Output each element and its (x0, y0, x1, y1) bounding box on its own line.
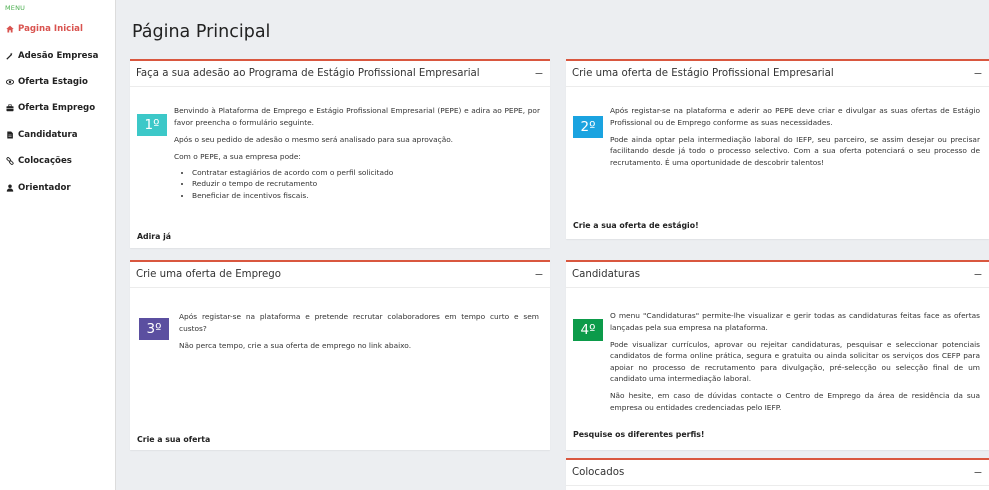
collapse-icon[interactable]: − (973, 268, 983, 281)
briefcase-icon (5, 104, 15, 112)
paragraph: Benvindo à Plataforma de Emprego e Estágio Profissional Empresarial (PEPE) e adira ao PEPE, por favor preencha o formulário seguinte. (174, 106, 540, 127)
home-icon (5, 25, 15, 33)
step-badge: 3º (139, 318, 169, 340)
panel-emprego (130, 260, 550, 450)
paragraph: Pode ainda optar pela intermediação laboral do IEFP, seu parceiro, se assim desejar ou precisar facilitando desde já todo o processo selectivo. Com a sua oferta potenciará o seu processo de recrutamento. É uma oportunidade de descobrir talentos! (610, 134, 980, 167)
panel-title: Candidaturas (572, 269, 641, 280)
paragraph: Após registar-se na plataforma e aderir ao PEPE deve criar e divulgar as suas ofertas de Estágio Profissional ou de Emprego conforme as suas necessidades. (610, 106, 980, 127)
sidebar-item-label: Pagina Inicial (18, 24, 83, 35)
crie-oferta-link[interactable]: Crie a sua oferta (137, 435, 211, 444)
panel-header (130, 61, 550, 87)
step-badge: 2º (573, 116, 603, 138)
pesquise-perfis-link[interactable]: Pesquise os diferentes perfis! (573, 430, 705, 439)
panel-header (566, 262, 989, 288)
paragraph: Não hesite, em caso de dúvidas contacte o Centro de Emprego da área de residência da sua empresa ou entidades credenciadas pelo IEFP. (610, 391, 980, 412)
sidebar-item-pagina-inicial[interactable] (0, 16, 115, 42)
panel-adesao (130, 59, 550, 248)
panel-text (179, 311, 539, 357)
sidebar-item-label: Oferta Estagio (18, 76, 88, 87)
sidebar-item-oferta-emprego[interactable] (0, 95, 115, 121)
panel-title: Colocados (572, 467, 625, 478)
eye-icon (5, 78, 15, 86)
paragraph: Não perca tempo, crie a sua oferta de emprego no link abaixo. (179, 340, 412, 350)
sidebar-item-label: Candidatura (18, 129, 78, 140)
panel-estagio (566, 59, 989, 239)
sidebar-item-candidatura[interactable] (0, 122, 115, 148)
file-icon (5, 131, 15, 139)
list-item: • Contratar estagiários de acordo com o perfil solicitado (192, 167, 540, 179)
list-item: • Beneficiar de incentivos fiscais. (192, 190, 540, 202)
panel-title: Crie uma oferta de Estágio Profissional Empresarial (572, 68, 834, 79)
collapse-icon[interactable]: − (534, 268, 544, 281)
sidebar-item-label: Oferta Emprego (18, 103, 96, 114)
sidebar-item-colocacoes[interactable] (0, 148, 115, 174)
collapse-icon[interactable]: − (973, 67, 983, 80)
crie-oferta-estagio-link[interactable]: Crie a sua oferta de estágio! (573, 221, 699, 230)
panel-header (566, 460, 989, 486)
panel-header (566, 61, 989, 87)
panel-text (174, 105, 540, 201)
menu-label: MENU (5, 4, 26, 12)
benefits-list (174, 167, 540, 202)
step-badge: 4º (573, 319, 603, 341)
sidebar (0, 0, 116, 490)
main-content (117, 0, 989, 490)
panel-text (610, 105, 980, 174)
magic-wand-icon (5, 52, 15, 60)
adira-ja-link[interactable]: Adira já (137, 232, 172, 241)
panel-text (610, 310, 980, 419)
sidebar-item-orientador[interactable] (0, 174, 115, 200)
sidebar-item-label: Orientador (18, 182, 71, 193)
panel-candidaturas (566, 260, 989, 450)
panel-header (130, 262, 550, 288)
panel-title: Crie uma oferta de Emprego (136, 269, 281, 280)
link-icon (5, 157, 15, 165)
paragraph: Com o PEPE, a sua empresa pode: (174, 151, 301, 161)
paragraph: O menu "Candidaturas" permite-lhe visualizar e gerir todas as candidaturas feitas face as ofertas lançadas pela sua empresa na plataforma. (610, 311, 980, 332)
page-title: Página Principal (132, 22, 271, 42)
collapse-icon[interactable]: − (534, 67, 544, 80)
paragraph: Pode visualizar currículos, aprovar ou rejeitar candidaturas, pesquisar e seleccionar potenciais candidatos de forma online prática, segura e gratuita ou ainda solicitar os serviços dos CEFP para apoiar no processo de recrutamento para divulgação, pré-selecção ou selecção final de um candidato uma intermediação laboral. (610, 339, 980, 384)
paragraph: Após o seu pedido de adesão o mesmo será analisado para sua aprovação. (174, 134, 453, 144)
panel-colocados (566, 458, 989, 490)
user-icon (5, 184, 15, 192)
panel-title: Faça a sua adesão ao Programa de Estágio Profissional Empresarial (136, 68, 480, 79)
collapse-icon[interactable]: − (973, 466, 983, 479)
sidebar-item-label: Adesão Empresa (18, 50, 99, 61)
sidebar-item-adesao-empresa[interactable] (0, 42, 115, 68)
step-badge: 1º (137, 114, 167, 136)
sidebar-item-label: Colocações (18, 156, 72, 167)
sidebar-item-oferta-estagio[interactable] (0, 69, 115, 95)
paragraph: Após registar-se na plataforma e pretende recrutar colaboradores em tempo curto e sem custos? (179, 312, 539, 333)
list-item: • Reduzir o tempo de recrutamento (192, 178, 540, 190)
